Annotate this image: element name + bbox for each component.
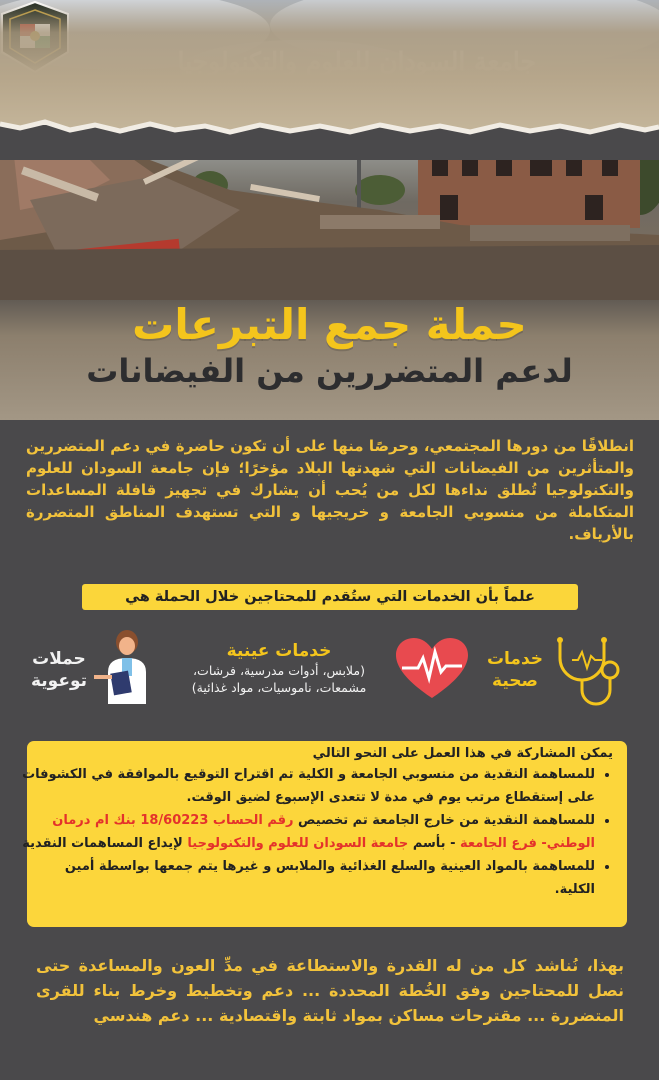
awareness-campaigns [24, 648, 94, 692]
participation-heading: يمكن المشاركة في هذا العمل على النحو التالي [312, 746, 613, 761]
awareness-line2: توعوية [30, 671, 87, 691]
stethoscope-icon [552, 634, 628, 712]
health-services [478, 648, 552, 692]
intro-paragraph: انطلاقًا من دورها المجتمعي، وحرصًا منها على أن تكون حاضرة في دعم المتضررين والمتأثرين من الفيضانات التي شهدتها البلاد مؤخرًا؛ فإن جامعة السودان للعلوم والتكنولوجيا تُطلق نداءها لكل من يُحب أن يشارك في تجهيز قافلة المساعدات المتكاملة من منسوبي الجامعة و خريجيها و التي تستهدف المناطق المتضررة بالأرياف. [26, 437, 634, 543]
item2-pre: للمساهمة النقدية من خارج الجامعة تم تخصيص [293, 813, 595, 828]
heart-pulse-icon [396, 638, 468, 700]
item2-mid: - بأسم [408, 836, 461, 851]
torn-paper-banner [0, 0, 659, 160]
services-note-bar: علماً بأن الخدمات التي ستُقدم للمحتاجين خلال الحملة هي [82, 584, 578, 610]
health-services-line1: خدمات [486, 649, 544, 669]
in-kind-line2: مشمعات، ناموسيات، مواد غذائية) [191, 680, 367, 695]
campaign-title: حملة جمع التبرعات [132, 300, 527, 349]
awareness-line1: حملات [32, 649, 86, 669]
participation-item-in-kind: • للمساهمة بالمواد العينية والسلع الغذائية والملابس و غيرها يتم جمعها بواسطة أمين الكلية. [20, 855, 595, 901]
in-kind-title: خدمات عينية [226, 641, 332, 661]
participation-item-staff: • للمساهمة النقدية من منسوبي الجامعة و الكلية تم اقتراح التوقيع بالموافقة في الكشوفات على إستقطاع مرتب يوم في مدة لا تتعدى الإسبوع لضيق الوقت. [20, 763, 595, 809]
account-holder-name: جامعة السودان للعلوم والتكنولوجيا [187, 836, 409, 851]
participation-list [20, 763, 613, 901]
bank-account-text: رقم الحساب 18/60223 بنك ام درمان الوطني- فرع الجامعة [52, 813, 595, 851]
campaign-subtitle: لدعم المتضررين من الفيضانات [86, 352, 573, 390]
participation-box [22, 741, 627, 927]
in-kind-services [168, 640, 390, 696]
health-services-line2: صحية [492, 671, 538, 691]
participation-item-external [20, 809, 595, 855]
hero-photo [0, 0, 659, 420]
item2-post: لإيداع المساهمات النقدية [22, 836, 188, 851]
closing-appeal: بهذا، نُناشد كل من له القدرة والاستطاعة في مدِّ العون والمساعدة حتى نصل للمحتاجين وفق الخُطة المحددة ... دعم وتخطيط وخرط بناء للقرى المتضررة ... مقترحات مساكن بمواد ثابتة واقتصادية ... دعم هندسي [36, 956, 624, 1025]
doctor-icon [94, 628, 156, 704]
in-kind-line1: (ملابس، أدوات مدرسية، فرشات، [193, 663, 365, 678]
